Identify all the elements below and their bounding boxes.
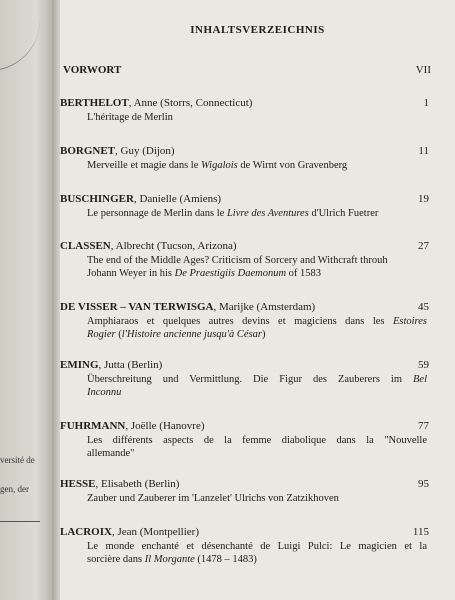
entry-title-line bbox=[87, 159, 427, 172]
entry-author bbox=[60, 478, 179, 490]
facing-page-fragment: gen, der bbox=[0, 484, 29, 494]
entry-title bbox=[87, 207, 427, 220]
entry-page-number: 59 bbox=[418, 359, 429, 371]
entry-page-number: 27 bbox=[418, 240, 429, 252]
author-surname: HESSE bbox=[60, 478, 96, 490]
title-text: Überschreitung und Vermittlung. Die Figur des Zauberers im bbox=[87, 374, 413, 385]
entry-title bbox=[87, 492, 427, 505]
entry-title bbox=[87, 540, 427, 566]
title-text: ) bbox=[262, 329, 266, 340]
facing-page-rule bbox=[0, 521, 40, 522]
entry-author bbox=[60, 97, 252, 109]
italic-title-text: Livre des Aventures bbox=[226, 208, 309, 219]
entry-title-line bbox=[87, 328, 427, 341]
entry-page-number: 45 bbox=[418, 301, 429, 313]
italic-title-text: Wigalois bbox=[201, 160, 238, 171]
entry-title-line bbox=[87, 540, 427, 553]
entry-title-line bbox=[87, 267, 427, 280]
title-text: Amphiaraos et quelques autres devins et magiciens dans les bbox=[87, 316, 393, 327]
italic-title-text: Il Morgante bbox=[144, 554, 195, 565]
entry-title-line bbox=[87, 315, 427, 328]
entry-author bbox=[60, 240, 237, 252]
entry-author bbox=[60, 145, 175, 157]
italic-title-text: Bel bbox=[413, 374, 427, 385]
entry-title-line bbox=[87, 254, 427, 267]
entry-author bbox=[60, 359, 162, 371]
title-text: Le monde enchanté et désenchanté de Luigi Pulci: Le magicien et la bbox=[87, 541, 427, 552]
italic-title-text: De Praestigiis Daemonum bbox=[174, 268, 287, 279]
entry-title bbox=[87, 434, 427, 460]
foreword-page-number: VII bbox=[415, 64, 431, 76]
title-text: allemande" bbox=[87, 448, 135, 459]
title-text: The end of the Middle Ages? Criticism of Sorcery and Withcraft throuh bbox=[87, 255, 388, 266]
entry-title-line bbox=[87, 434, 427, 447]
book-gutter bbox=[52, 0, 60, 600]
author-details: , Danielle (Amiens) bbox=[133, 193, 222, 205]
entry-title-line bbox=[87, 492, 427, 505]
entry-title-line bbox=[87, 111, 427, 124]
author-surname: EMING bbox=[60, 359, 99, 371]
facing-page-fragment: versité de bbox=[0, 455, 35, 465]
entry-title bbox=[87, 254, 427, 280]
author-surname: BUSCHINGER bbox=[60, 193, 134, 205]
facing-page bbox=[0, 0, 52, 600]
entry-title-line bbox=[87, 386, 427, 399]
author-details: , Jutta (Berlin) bbox=[98, 359, 163, 371]
entry-title-line bbox=[87, 373, 427, 386]
title-text: d'Ulrich Fuetrer bbox=[308, 208, 379, 219]
entry-page-number: 95 bbox=[418, 478, 429, 490]
italic-title-text: Inconnu bbox=[87, 387, 122, 398]
title-text: sorcière dans bbox=[87, 554, 145, 565]
title-text: Johann Weyer in his bbox=[87, 268, 175, 279]
title-text: ( bbox=[115, 329, 122, 340]
italic-title-text: Rogier bbox=[87, 329, 116, 340]
author-surname: CLASSEN bbox=[60, 240, 111, 252]
entry-title-line bbox=[87, 553, 427, 566]
author-surname: BORGNET bbox=[60, 145, 116, 157]
entry-page-number: 19 bbox=[418, 193, 429, 205]
author-surname: FUHRMANN bbox=[60, 420, 126, 432]
author-surname: BERTHELOT bbox=[60, 97, 129, 109]
entry-author bbox=[60, 193, 221, 205]
author-details: , Anne (Storrs, Connecticut) bbox=[128, 97, 253, 109]
entry-page-number: 77 bbox=[418, 420, 429, 432]
toc-page bbox=[60, 0, 455, 600]
foreword-label: VORWORT bbox=[63, 64, 122, 76]
entry-page-number: 1 bbox=[423, 97, 429, 109]
author-details: , Albrecht (Tucson, Arizona) bbox=[110, 240, 237, 252]
author-details: , Guy (Dijon) bbox=[115, 145, 175, 157]
entry-title bbox=[87, 315, 427, 341]
entry-author bbox=[60, 526, 199, 538]
facing-page-curve bbox=[0, 20, 40, 71]
entry-title-line bbox=[87, 447, 427, 460]
title-text: Les différents aspects de la femme diabolique dans la "Nouvelle bbox=[87, 435, 427, 446]
entry-page-number: 11 bbox=[418, 145, 429, 157]
entry-author bbox=[60, 301, 315, 313]
author-details: , Jean (Montpellier) bbox=[111, 526, 200, 538]
entry-title bbox=[87, 373, 427, 399]
title-text: of 1583 bbox=[286, 268, 322, 279]
author-surname: DE VISSER – VAN TERWISGA bbox=[60, 301, 214, 313]
title-text: Le personnage de Merlin dans le bbox=[87, 208, 227, 219]
author-details: , Elisabeth (Berlin) bbox=[95, 478, 180, 490]
author-details: , Joëlle (Hanovre) bbox=[125, 420, 205, 432]
italic-title-text: l'Histoire ancienne jusqu'à César bbox=[121, 329, 263, 340]
entry-title-line bbox=[87, 207, 427, 220]
italic-title-text: Estoires bbox=[392, 316, 427, 327]
author-details: , Marijke (Amsterdam) bbox=[213, 301, 316, 313]
title-text: Zauber und Zauberer im 'Lanzelet' Ulrichs von Zatzikhoven bbox=[87, 493, 339, 504]
title-text: L'héritage de Merlin bbox=[87, 112, 173, 123]
page-title: INHALTSVERZEICHNIS bbox=[190, 24, 325, 36]
author-surname: LACROIX bbox=[60, 526, 112, 538]
entry-title bbox=[87, 159, 427, 172]
title-text: (1478 – 1483) bbox=[194, 554, 257, 565]
title-text: Merveille et magie dans le bbox=[87, 160, 201, 171]
title-text: de Wirnt von Gravenberg bbox=[237, 160, 348, 171]
entry-title bbox=[87, 111, 427, 124]
entry-page-number: 115 bbox=[412, 526, 429, 538]
entry-author bbox=[60, 420, 205, 432]
